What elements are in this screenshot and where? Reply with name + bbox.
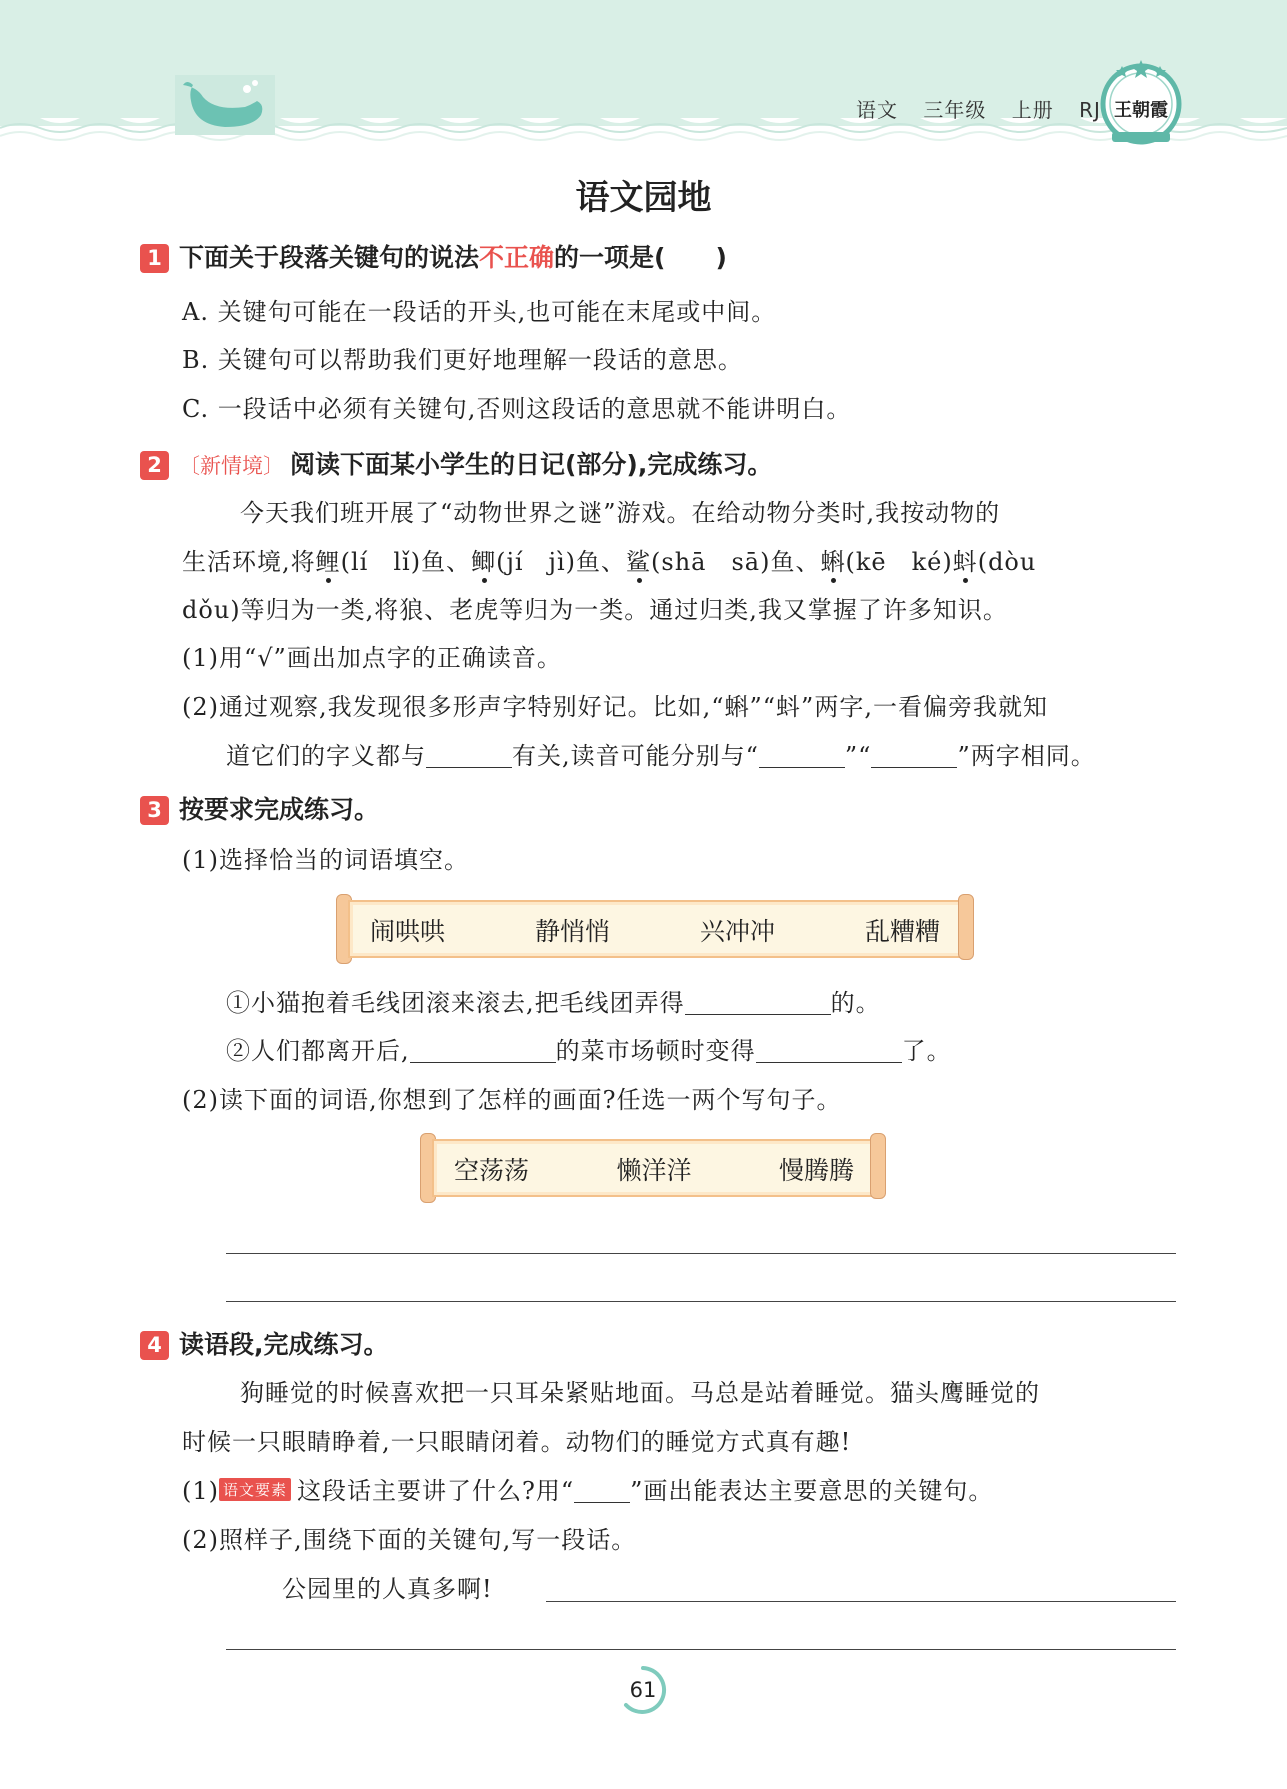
answer-blank[interactable] [410,1038,556,1063]
scroll-roll-right [958,894,974,960]
q4-sub2: (2)照样子,围绕下面的关键句,写一段话。 [182,1526,637,1554]
q1-option-b: B. 关键句可以帮助我们更好地理解一段话的意思。 [182,346,743,374]
answer-blank[interactable] [759,743,845,768]
dotted-char-sha: 鲨 [626,548,652,576]
q3-s1-text-a: ①小猫抱着毛线团滚来滚去,把毛线团弄得 [226,989,685,1017]
q3-s1-text-b: 的。 [830,989,881,1017]
q4-sub1 [182,1471,993,1506]
subject-label: 语文 [856,98,898,122]
q1-text-red: 不正确 [479,243,555,272]
answer-blank[interactable] [685,990,831,1015]
q4-key-sentence: 公园里的人真多啊! [282,1575,493,1603]
whale-icon [175,75,275,135]
writing-line[interactable] [226,1253,1176,1254]
scroll-roll-right [870,1133,886,1199]
q2-sub1: (1)用“√”画出加点字的正确读音。 [182,644,562,672]
answer-blank[interactable] [871,743,957,768]
word-list-2 [454,1151,854,1187]
q4-sub1-text-c: ”画出能表达主要意思的关键句。 [630,1477,994,1505]
q2-passage-line1: 今天我们班开展了“动物世界之谜”游戏。在给动物分类时,我按动物的 [240,499,1001,527]
page-title: 语文园地 [575,178,712,218]
writing-line[interactable] [226,1649,1176,1650]
q4-sub1-text-a: (1) [182,1477,219,1505]
q3-sub1: (1)选择恰当的词语填空。 [182,846,469,874]
q4-heading [140,1325,389,1361]
q2-passage-text: 生活环境,将 [182,548,316,576]
q2-tag: 〔新情境〕 [179,454,284,478]
q4-prompt: 读语段,完成练习。 [179,1330,389,1359]
q4-sub1-text-b: 这段话主要讲了什么?用“ [297,1477,575,1505]
q3-sentence-1 [226,983,881,1018]
writing-line[interactable] [226,1301,1176,1302]
word-list-1 [370,912,940,948]
word-option: 兴冲冲 [699,917,775,946]
pinyin-dou: (dòu [977,548,1037,576]
word-scroll-1 [336,894,976,964]
q2-sub2-text-a: 道它们的字义都与 [226,742,426,770]
q2-sub2-line2 [226,736,1096,771]
q3-sub2: (2)读下面的词语,你想到了怎样的画面?任选一两个写句子。 [182,1086,842,1114]
q4-passage-line1: 狗睡觉的时候喜欢把一只耳朵紧贴地面。马总是站着睡觉。猫头鹰睡觉的 [240,1379,1040,1407]
q3-s2-text-a: ②人们都离开后, [226,1037,410,1065]
q2-passage-line2 [182,542,1036,577]
q2-prompt: 阅读下面某小学生的日记(部分),完成练习。 [290,450,773,479]
header-meta [856,94,1119,123]
answer-blank[interactable] [756,1038,902,1063]
q2-sub2-text-b: 有关,读音可能分别与“ [512,742,759,770]
q2-sub2-line1: (2)通过观察,我发现很多形声字特别好记。比如,“蝌”“蚪”两字,一看偏旁我就知 [182,693,1048,721]
q4-passage-line2: 时候一只眼睛睁着,一只眼睛闭着。动物们的睡觉方式真有趣! [182,1428,852,1456]
q3-prompt: 按要求完成练习。 [179,795,380,824]
q2-sub2-text-d: ”两字相同。 [957,742,1096,770]
word-option: 慢腾腾 [778,1156,854,1185]
q1-heading [140,238,727,274]
word-option: 懒洋洋 [616,1156,692,1185]
word-option: 乱糟糟 [864,917,940,946]
q3-heading [140,790,379,826]
q1-text-before: 下面关于段落关键句的说法 [179,243,480,272]
q1-option-a: A. 关键句可能在一段话的开头,也可能在末尾或中间。 [182,298,777,326]
q3-number: 3 [140,796,169,825]
word-option: 空荡荡 [454,1156,530,1185]
q3-s2-text-c: 了。 [901,1037,952,1065]
volume-label: 上册 [1011,98,1054,122]
q4-number: 4 [140,1331,169,1360]
q1-text-after: 的一项是( ) [554,243,727,272]
writing-line[interactable] [546,1601,1176,1602]
edition-label: RJ [1079,98,1101,122]
pinyin-ji: (jí jì)鱼、 [496,548,627,576]
q3-sentence-2 [226,1031,952,1066]
q2-sub2-text-c: ”“ [844,742,872,770]
q1-option-c: C. 一段话中必须有关键句,否则这段话的意思就不能讲明白。 [182,395,852,423]
dotted-char-ke: 蝌 [820,548,846,576]
q2-number: 2 [140,451,169,480]
word-option: 静悄悄 [534,917,610,946]
skill-tag: 语文要素 [219,1478,291,1501]
underline-sample [574,1478,630,1503]
answer-blank[interactable] [426,743,512,768]
page-number: 61 [629,1678,657,1702]
brand-name: 王朝霞 [1114,100,1168,121]
grade-label: 三年级 [923,98,987,122]
dotted-char-ji: 鲫 [471,548,497,576]
word-option: 闹哄哄 [370,917,446,946]
pinyin-ke: (kē ké) [845,548,953,576]
pinyin-li: (lí lǐ)鱼、 [340,548,472,576]
pinyin-sha: (shā sā)鱼、 [651,548,821,576]
dotted-char-dou: 蚪 [952,548,978,576]
word-scroll-2 [420,1133,888,1203]
q2-passage-line3: dǒu)等归为一类,将狼、老虎等归为一类。通过归类,我又掌握了许多知识。 [182,596,1008,624]
q1-number: 1 [140,244,169,273]
dotted-char-li: 鲤 [315,548,341,576]
q2-heading [140,445,772,481]
q3-s2-text-b: 的菜市场顿时变得 [555,1037,756,1065]
